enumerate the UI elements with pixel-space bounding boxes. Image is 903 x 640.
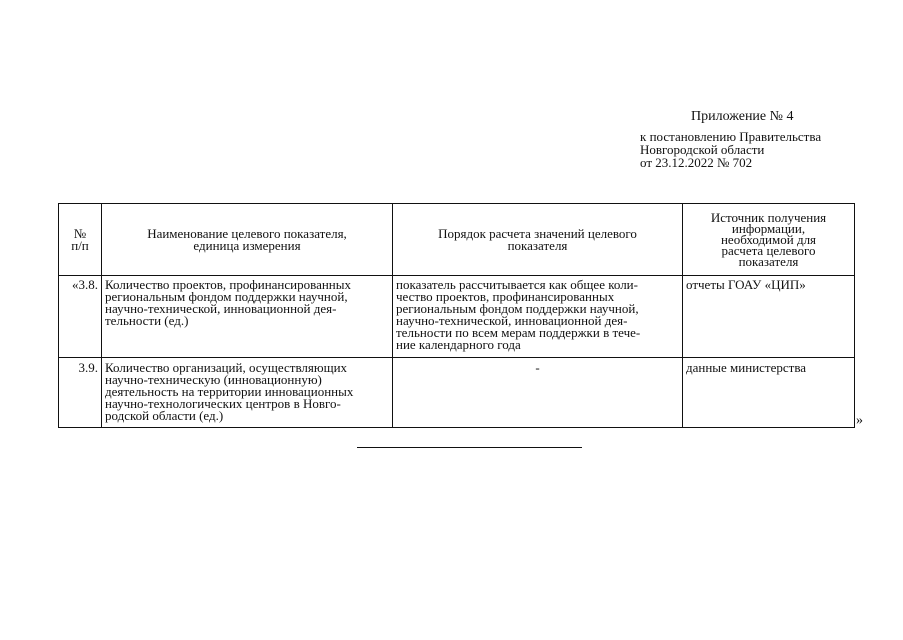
appendix-subtitle	[640, 130, 821, 169]
row-number: 3.9.	[59, 358, 102, 428]
row-number: «3.8.	[59, 276, 102, 358]
indicator-name: Количество проектов, профинансированных региональным фондом поддержки научной, научно-технической, инновационной дея- тельности (ед.)	[102, 276, 393, 358]
calculation-method: -	[393, 358, 683, 428]
indicator-name: Количество организаций, осуществляющих научно-техническую (инновационную) деятельность на территории инновационных научно-технологических центров в Новго- родской области (ед.)	[102, 358, 393, 428]
appendix-line-resolution: к постановлению Правительства	[640, 129, 822, 144]
appendix-line-date: от 23.12.2022 № 702	[640, 155, 753, 170]
column-header-source: Источник получения информации, необходимой для расчета целевого показателя	[683, 204, 855, 276]
appendix-line-region: Новгородской области	[640, 142, 765, 157]
indicators-table	[58, 203, 855, 428]
table-row	[59, 276, 855, 358]
end-divider-line	[357, 447, 582, 448]
table-row	[59, 358, 855, 428]
information-source: данные министерства	[683, 358, 855, 428]
column-header-calculation: Порядок расчета значений целевого показателя	[393, 204, 683, 276]
column-header-name: Наименование целевого показателя, единица измерения	[102, 204, 393, 276]
information-source: отчеты ГОАУ «ЦИП»	[683, 276, 855, 358]
appendix-title: Приложение № 4	[691, 109, 794, 124]
table-header-row	[59, 204, 855, 276]
closing-quote-mark: »	[856, 413, 863, 428]
calculation-method: показатель рассчитывается как общее коли- чество проектов, профинансированных региональным фондом поддержки научной, научно-технической, инновационной дея- тельности по всем мерам поддержки в тече- ние календарного года	[393, 276, 683, 358]
column-header-number: № п/п	[59, 204, 102, 276]
